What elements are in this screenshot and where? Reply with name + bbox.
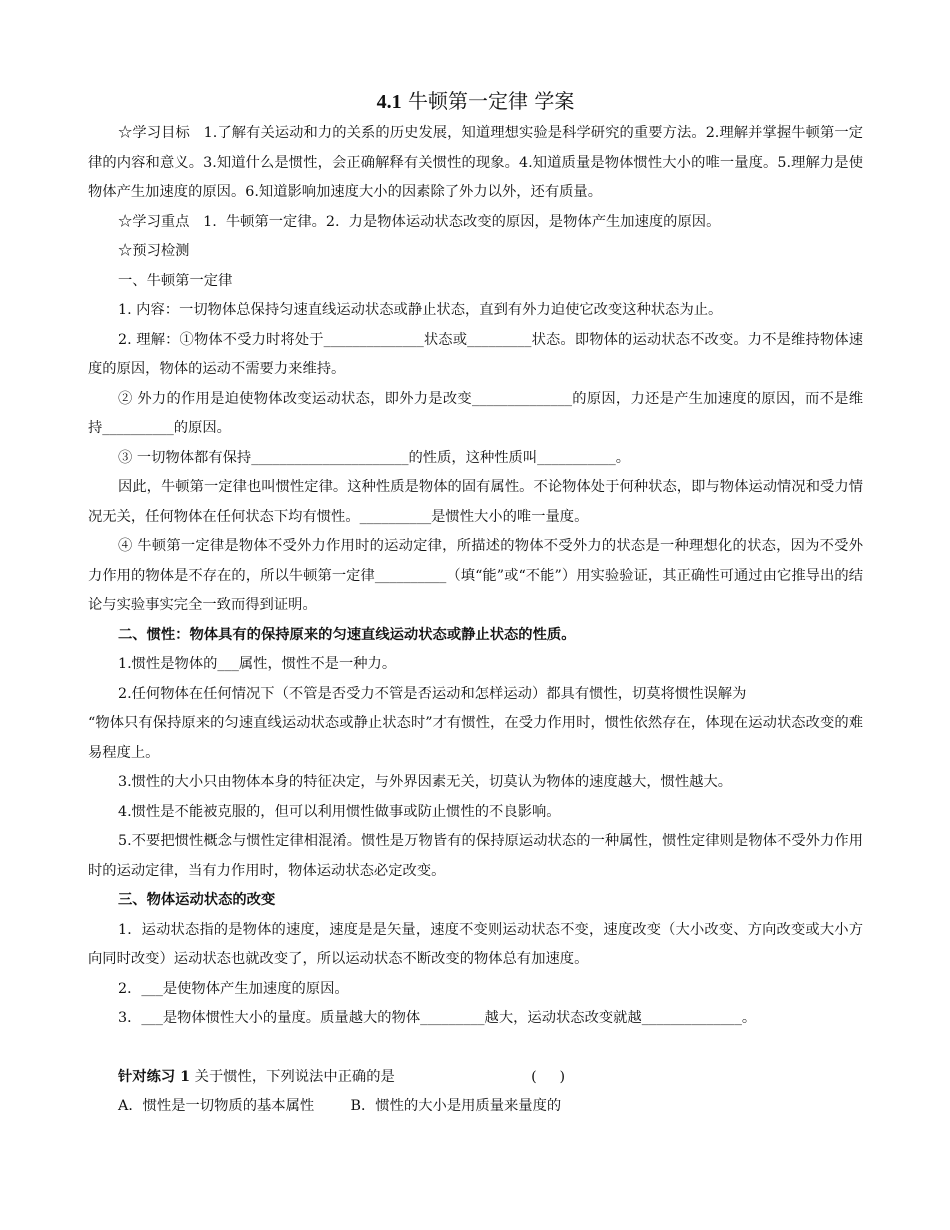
section-2-item-4: 4.惯性是不能被克服的，但可以利用惯性做事或防止惯性的不良影响。 (118, 803, 561, 820)
section-2-item-1: 1.惯性是物体的___属性，惯性不是一种力。 (118, 656, 397, 672)
learning-focus: ☆学习重点 1. 牛顿第一定律。2. 力是物体运动状态改变的原因，是物体产生加速度的原因。 (118, 213, 721, 230)
section-2-item-2-cont: “物体只有保持原来的匀速直线运动状态或静止状态时”才有惯性，在受力作用时，惯性依然存在，体现在运动状态改变的难易程度上。 (88, 715, 863, 761)
section-1-understanding: 2. 理解：①物体不受力时将处于______________状态或_________状态。即物体的运动状态不改变。力不是维持物体速度的原因，物体的运动不需要力来维持。 (88, 331, 863, 377)
preview-heading: ☆预习检测 (118, 243, 190, 259)
exercise-label: 针对练习 1 (118, 1068, 191, 1085)
section-1-inertia-law: 因此，牛顿第一定律也叫惯性定律。这种性质是物体的固有属性。不论物体处于何种状态，即与物体运动情况和受力情况无关，任何物体在任何状态下均有惯性。__________是惯性大小的唯一量度。 (88, 479, 863, 525)
learning-goals: ☆学习目标 1.了解有关运动和力的关系的历史发展，知道理想实验是科学研究的重要方法。2.理解并掌握牛顿第一定律的内容和意义。3.知道什么是惯性，会正确解释有关惯性的现象。4.知道质量是物体惯性大小的唯一量度。5.理解力是使物体产生加速度的原因。6.知道影响加速度大小的因素除了外力以外，还有质量。 (88, 125, 863, 200)
section-2-item-2: 2.任何物体在任何情况下（不管是否受力不管是否运动和怎样运动）都具有惯性，切莫将惯性误解为 (118, 685, 747, 702)
section-1-content: 1. 内容：一切物体总保持匀速直线运动状态或静止状态，直到有外力迫使它改变这种状态为止。 (118, 302, 723, 318)
section-2-heading: 二、惯性：物体具有的保持原来的匀速直线运动状态或静止状态的性质。 (118, 626, 576, 643)
section-1-point-2: ② 外力的作用是迫使物体改变运动状态，即外力是改变______________的原因，力还是产生加速度的原因，而不是维持__________的原因。 (88, 390, 863, 436)
section-1-point-3: ③ 一切物体都有保持______________________的性质，这种性质叫___________。 (118, 449, 631, 466)
section-3-item-3: 3．___是物体惯性大小的量度。质量越大的物体_________越大，运动状态改变就越______________。 (118, 1010, 757, 1026)
section-1-point-4: ④ 牛顿第一定律是物体不受外力作用时的运动定律，所描述的物体不受外力的状态是一种理想化的状态，因为不受外力作用的物体是不存在的，所以牛顿第一定律__________（填“能”或“不能”）用实验验证，其正确性可通过由它推导出的结论与实验事实完全一致而得到证明。 (88, 538, 863, 613)
section-3-heading: 三、物体运动状态的改变 (118, 892, 276, 908)
exercise-question: 针对练习 1 关于惯性，下列说法中正确的是 ( ) (118, 1068, 566, 1085)
section-3-item-2: 2．___是使物体产生加速度的原因。 (118, 980, 349, 997)
spacer (88, 1034, 863, 1063)
page-title: 4.1 牛顿第一定律 学案 (376, 89, 575, 113)
document-page (88, 88, 863, 1122)
section-3-item-1: 1．运动状态指的是物体的速度，速度是是矢量，速度不变则运动状态不变，速度改变（大小改变、方向改变或大小方向同时改变）运动状态也就改变了，所以运动状态不断改变的物体总有加速度。 (88, 921, 863, 967)
section-2-item-3: 3.惯性的大小只由物体本身的特征决定，与外界因素无关，切莫认为物体的速度越大，惯性越大。 (118, 774, 733, 790)
section-2-item-5: 5.不要把惯性概念与惯性定律相混淆。惯性是万物皆有的保持原运动状态的一种属性，惯性定律则是物体不受外力作用时的运动定律，当有力作用时，物体运动状态必定改变。 (88, 833, 863, 879)
section-1-heading: 一、牛顿第一定律 (118, 272, 233, 289)
exercise-options: A．惯性是一切物质的基本属性 B．惯性的大小是用质量来量度的 (118, 1098, 562, 1114)
